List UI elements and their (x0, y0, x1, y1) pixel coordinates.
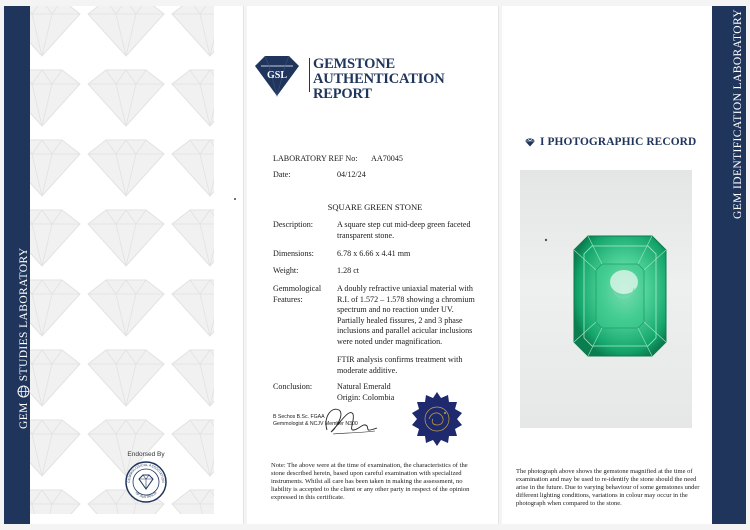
gem-icon (524, 138, 536, 147)
gem-watermark-pattern (30, 6, 244, 524)
photo-caption: The photograph above shows the gemstone magnified at the time of examination and may be used to re-identify the stone should the need arise in the future. Due to varying behaviour of some gemstones under different lighting conditions, variations in colour may occur in the photograph when compared to the stone. (516, 468, 700, 507)
svg-text:GSL: GSL (266, 70, 288, 81)
globe-icon (17, 385, 30, 398)
gaa-badge-icon (125, 461, 167, 503)
gsl-logo-icon (253, 54, 301, 98)
svg-text:OF AUSTRALIA: OF AUSTRALIA (134, 490, 158, 500)
svg-text:GEMMOLOGICAL ASSOCIATION: GEMMOLOGICAL ASSOCIATION (126, 462, 166, 483)
header-divider (309, 58, 310, 92)
photo-panel (502, 6, 746, 524)
right-spine-text: GEM IDENTIFICATION LABORATORY (732, 8, 744, 219)
photo-heading: I PHOTOGRAPHIC RECORD (524, 136, 696, 148)
emerald-image (520, 170, 692, 428)
left-panel (4, 6, 244, 524)
handwritten-signature (319, 400, 381, 440)
right-spine (712, 6, 746, 524)
report-panel: GSL GEMSTONE AUTHENTICATION REPORT LABORATORY REF No: AA70045 Date: 04/12/24 SQUARE GREEN STONE Description: A square step cut mid-deep green faceted transparent stone. Dimensions: 6.78 x 6.66 x 4.41 mm Weight: 1.28 ct Gemmological Features: A doubly refractive uniaxial material with R.I. of 1.572 – 1.578 showing a chromium spectrum and no reaction under UV. Partially healed fissures, 2 and 3 phase inclusions and parallel acicular inclusions were noted under magnification. FTIR analysis confirms treatment with moderate additive. Conclusion: Natural Emerald Origin: Colombia B Sechos B.Sc. FGAA Gemmologist & NCJV Member N300 Note: The above were at the time of examination, the characteristics of the stone described herein, based upon careful examination with specialized instruments. Whilst all care has been taken in making the assessment, no liability is accepted to the client or any other party in respect of the opinion expressed in this certificate. (247, 6, 499, 524)
left-spine-text: GEM STUDIES LABORATORY (17, 247, 30, 429)
signatory: B Sechos B.Sc. FGAA Gemmologist & NCJV Member N300 (273, 414, 358, 427)
gemstone-photo (520, 170, 692, 428)
report-title: GEMSTONE AUTHENTICATION REPORT (313, 56, 445, 102)
stone-title: SQUARE GREEN STONE (327, 202, 423, 212)
disclaimer-note: Note: The above were at the time of examination, the characteristics of the stone described herein, based upon careful examination with specialized instruments. Whilst all care has been taken in making the assessment, no liability is accepted to the client or any other party in respect of the opinion expressed in this certificate. (271, 462, 470, 502)
speck (234, 198, 236, 200)
endorsed-label: Endorsed By (127, 451, 165, 458)
left-spine (4, 6, 30, 524)
report-header (253, 54, 497, 100)
lab-seal (407, 391, 467, 447)
endorsed-block (108, 451, 184, 503)
